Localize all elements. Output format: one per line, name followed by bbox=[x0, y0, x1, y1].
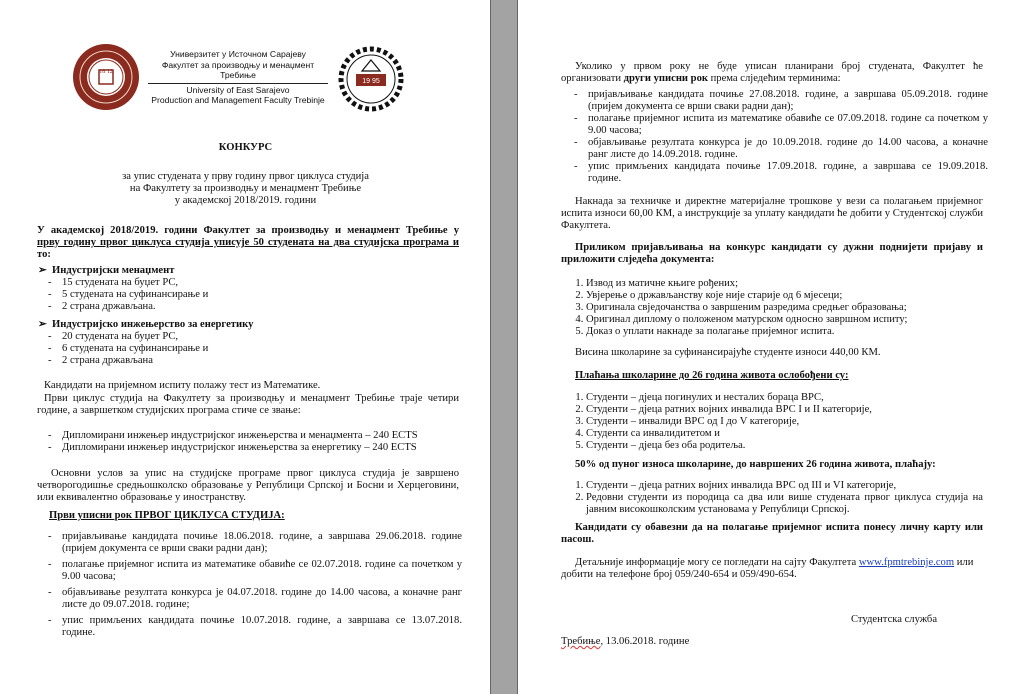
fees-line: Факултета. bbox=[561, 220, 611, 231]
program-heading: ➢ Индустријски менаџмент bbox=[38, 265, 175, 276]
svg-text:19 95: 19 95 bbox=[362, 78, 380, 85]
info-line: Детаљније информације могу се погледати на сајту Факултета www.fpmtrebinje.com или bbox=[575, 557, 974, 568]
id-note-line: Кандидати су обавезни да на полагање пријемног испита понесу личну карту или bbox=[575, 522, 983, 533]
half-fee-heading: 50% од пуног износа школарине, до навршених 26 година живота, плаћају: bbox=[575, 459, 936, 470]
list-item: - пријављивање кандидата почиње 27.08.2018. године, а завршава 05.09.2018. године (пријем документа се врши сваки радни дан); bbox=[574, 89, 988, 112]
duration-line: Први циклус студија на Факултету за производњу и менаџмент Требиње траје четири bbox=[44, 393, 459, 404]
list-item: - Дипломирани инжењер индустријског инжењерства за енергетику – 240 ECTS bbox=[48, 442, 417, 453]
document-title: КОНКУРС bbox=[218, 142, 273, 153]
list-item: - 5 студената на суфинансирање и bbox=[48, 289, 209, 300]
header-line-4: Production and Management Faculty Trebinje bbox=[151, 95, 325, 105]
fees-line: Накнада за техничке и директне материјалне трошкове у вези са полагањем пријемног bbox=[575, 196, 983, 207]
list-item: 1. Извод из матичне књиге рођених; bbox=[586, 278, 907, 290]
exempt-heading: Плаћања школарине до 26 година живота ослобођени су: bbox=[575, 370, 849, 381]
intro-line: прву годину првог циклуса студија уписује 50 студената на два студијска програма и bbox=[37, 237, 459, 248]
list-item: 3. Студенти – инвалиди ВРС од I до V категорије, bbox=[586, 416, 872, 428]
heading-line: Приликом пријављивања на конкурс кандидати су дужни поднијети пријаву и bbox=[575, 242, 983, 253]
first-round-list bbox=[48, 531, 462, 639]
date-text: , 13.06.2018. године bbox=[600, 636, 690, 647]
duration-paragraph bbox=[37, 393, 459, 417]
subtitle-line: за упис студената у прву годину првог циклуса студија bbox=[122, 171, 369, 182]
list-item: - 2 страна држављана bbox=[48, 355, 153, 366]
website-link[interactable]: www.fpmtrebinje.com bbox=[858, 557, 955, 568]
second-round-intro bbox=[561, 61, 983, 85]
info-line: добити на телефоне број 059/240-654 и 059/490-654. bbox=[561, 569, 797, 580]
list-item: 1. Студенти – дјеца погинулих и несталих бораца ВРС, bbox=[586, 392, 872, 404]
list-item: - објављивање резултата конкурса је до 10.09.2018. године до 14.00 часова, а коначне ранг листе до 14.09.2018. године. bbox=[574, 137, 988, 160]
intro-line: то: bbox=[37, 249, 51, 260]
program-1 bbox=[38, 265, 452, 313]
fees-line: испита износи 60,00 КМ, а инструкције за уплату кандидати ће добити у Студентској служби bbox=[561, 208, 983, 219]
list-item: - пријављивање кандидата почиње 18.06.2018. године, а завршава 29.06.2018. године (пријем документа се врши сваки радни дан); bbox=[48, 531, 462, 554]
document-page-right bbox=[517, 0, 1024, 694]
list-item: - објављивање резултата конкурса је 04.07.2018. године до 14.00 часова, а коначне ранг листе до 09.07.2018. године; bbox=[48, 587, 462, 610]
list-item: - 2 страна држављана. bbox=[48, 301, 156, 312]
list-item: 4. Оригинал диплому о положеном матурском односно завршном испиту; bbox=[586, 314, 907, 326]
page-gap bbox=[491, 0, 517, 694]
list-item: - полагање пријемног испита из математике обавиће се 07.09.2018. године са почетком у 9.00 часова; bbox=[574, 113, 988, 136]
intro-line: организовати други уписни рок према слjедећим терминима: bbox=[561, 73, 841, 84]
signature: Студентска служба bbox=[851, 614, 938, 625]
subtitle-line: на Факултету за производњу и менаџмент Требиње bbox=[129, 183, 362, 194]
intro-line: Уколико у првом року не буде уписан планирани број студената, Факултет ће bbox=[575, 61, 983, 72]
list-item: - 20 студената на буџет РС, bbox=[48, 331, 179, 342]
list-item: - Дипломирани инжењер индустријског инжењерства и менаџмента – 240 ECTS bbox=[48, 430, 418, 441]
list-item: - упис примљених кандидата почиње 10.07.2018. године, а завршава се 13.07.2018. године. bbox=[48, 615, 462, 638]
documents-heading bbox=[561, 242, 983, 266]
list-item: - 6 студената на суфинансирање и bbox=[48, 343, 209, 354]
id-note bbox=[561, 522, 983, 546]
intro-line: У академској 2018/2019. години Факултет за производњу и менаџмент Требиње у bbox=[37, 225, 459, 236]
exam-note: Кандидати на пријемном испиту полажу тест из Математике. bbox=[44, 380, 321, 391]
tuition-note: Висина школарине за суфинансирајуће студенте износи 440,00 КМ. bbox=[575, 347, 881, 358]
list-item: 5. Доказ о уплати накнаде за полагање пријемног испита. bbox=[586, 326, 907, 338]
list-item: - 15 студената на буџет РС, bbox=[48, 277, 179, 288]
subtitle-line: у академској 2018/2019. години bbox=[174, 195, 317, 206]
list-item: 2. Студенти – дјеца ратних војних инвалида ВРС I и II категорије, bbox=[586, 404, 872, 416]
document-subtitle bbox=[0, 171, 491, 207]
university-seal-logo bbox=[72, 43, 140, 111]
condition-paragraph bbox=[37, 468, 459, 504]
info-paragraph bbox=[561, 557, 983, 581]
program-heading: ➢ Индустријско инжењерство за енергетику bbox=[38, 319, 254, 330]
fees-paragraph bbox=[561, 196, 983, 232]
list-item: 2. Увјерење о држављанству које није старије од 6 мјесеци; bbox=[586, 290, 907, 302]
list-item: - упис примљених кандидата почиње 17.09.2018. године, а завршава се 19.09.2018. године. bbox=[574, 161, 988, 184]
duration-line: године, а завршетком студијских програма стиче се звање: bbox=[37, 405, 301, 416]
degrees-list bbox=[48, 430, 462, 454]
header-line-3: University of East Sarajevo bbox=[186, 84, 290, 95]
faculty-gear-logo bbox=[338, 46, 404, 112]
list-item: 1. Студенти – дјеца ратних војних инвалида ВРС од III и VI категорије, bbox=[586, 480, 983, 492]
list-item: 3. Оригинала свједочанства о завршеним разредима средњег образовања; bbox=[586, 302, 907, 314]
documents-list bbox=[561, 278, 907, 338]
date-place: Требиње bbox=[561, 636, 601, 647]
header-line-1: Универзитет у Источном Сарајеву bbox=[170, 49, 306, 59]
heading-line: приложити слједећа документа: bbox=[561, 254, 715, 265]
list-item: - полагање пријемног испита из математике обавиће се 02.07.2018. године са почетком у 9.00 часова; bbox=[48, 559, 462, 582]
document-page-left bbox=[0, 0, 491, 694]
svg-text:18 12: 18 12 bbox=[99, 69, 113, 75]
id-note-line: пасош. bbox=[561, 534, 594, 545]
exempt-list bbox=[561, 392, 872, 452]
date-line bbox=[561, 636, 689, 648]
header-line-2: Факултет за производњу и менаџмент Требиње bbox=[161, 59, 315, 80]
header-text bbox=[148, 49, 328, 106]
condition-line: или еквивалентно образовање у иностранству. bbox=[37, 492, 246, 503]
first-round-heading: Први уписни рок ПРВОГ ЦИКЛУСА СТУДИЈА: bbox=[49, 510, 285, 521]
list-item: 2. Редовни студенти из породица са два или више студената првог циклуса студија на јавним високошколским установама у Републици Српској. bbox=[586, 492, 983, 516]
header-divider bbox=[148, 83, 328, 84]
condition-line: Основни услов за упис на студијске програме првог циклуса студија је завршено bbox=[51, 468, 459, 479]
half-fee-list bbox=[561, 480, 983, 516]
condition-line: четворогодишње средњошколско образовање у Републици Српској и Босни и Херцеговини, bbox=[37, 480, 459, 491]
list-item: 5. Студенти – дјеца без оба родитеља. bbox=[586, 440, 872, 452]
intro-paragraph bbox=[37, 225, 459, 261]
list-item: 4. Студенти са инвалидитетом и bbox=[586, 428, 872, 440]
second-round-list bbox=[574, 89, 988, 185]
program-2 bbox=[38, 319, 452, 367]
